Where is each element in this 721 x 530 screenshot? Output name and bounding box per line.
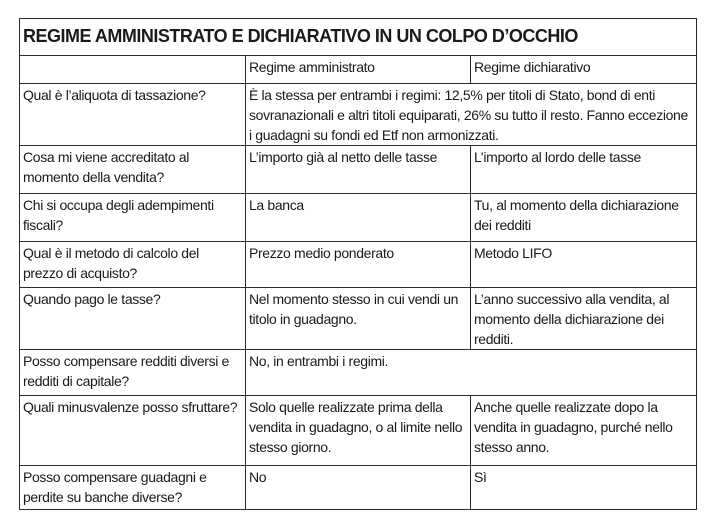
- answer-both-cell: È la stessa per entrambi i regimi: 12,5% per titoli di Stato, bond di enti sovranazionali e altri titoli equiparati, 26% su tutto il resto. Fanno eccezione i guadagni su fondi ed Etf non armonizzati.: [246, 84, 697, 146]
- table-row: [20, 146, 697, 194]
- amministrato-cell: Solo quelle realizzate prima della vendita in guadagno, o al limite nello stesso giorno.: [246, 396, 471, 466]
- comparison-table: [19, 18, 697, 510]
- answer-both-cell: No, in entrambi i regimi.: [246, 350, 697, 396]
- table-row: [20, 194, 697, 242]
- table-row: [20, 242, 697, 288]
- question-cell: Qual è il metodo di calcolo del prezzo di acquisto?: [20, 242, 246, 288]
- question-cell: Quando pago le tasse?: [20, 288, 246, 350]
- dichiarativo-cell: Anche quelle realizzate dopo la vendita in guadagno, purché nello stesso anno.: [471, 396, 697, 466]
- header-row: [20, 56, 697, 84]
- header-dichiarativo: Regime dichiarativo: [471, 56, 697, 84]
- question-cell: Quali minusvalenze posso sfruttare?: [20, 396, 246, 466]
- dichiarativo-cell: L’anno successivo alla vendita, al momento della dichiarazione dei redditi.: [471, 288, 697, 350]
- question-cell: Chi si occupa degli adempimenti fiscali?: [20, 194, 246, 242]
- amministrato-cell: La banca: [246, 194, 471, 242]
- question-cell: Posso compensare redditi diversi e redditi di capitale?: [20, 350, 246, 396]
- table-row: [20, 350, 697, 396]
- dichiarativo-cell: Sì: [471, 466, 697, 510]
- amministrato-cell: L’importo già al netto delle tasse: [246, 146, 471, 194]
- table-row: [20, 84, 697, 146]
- dichiarativo-cell: Metodo LIFO: [471, 242, 697, 288]
- question-cell: Posso compensare guadagni e perdite su banche diverse?: [20, 466, 246, 510]
- question-cell: Qual è l’aliquota di tassazione?: [20, 84, 246, 146]
- table-row: [20, 396, 697, 466]
- dichiarativo-cell: L’importo al lordo delle tasse: [471, 146, 697, 194]
- header-empty: [20, 56, 246, 84]
- title-row: [20, 19, 697, 56]
- table-title: REGIME AMMINISTRATO E DICHIARATIVO IN UN COLPO D’OCCHIO: [20, 19, 697, 56]
- question-cell: Cosa mi viene accreditato al momento della vendita?: [20, 146, 246, 194]
- dichiarativo-cell: Tu, al momento della dichiarazione dei redditi: [471, 194, 697, 242]
- amministrato-cell: Prezzo medio ponderato: [246, 242, 471, 288]
- header-amministrato: Regime amministrato: [246, 56, 471, 84]
- comparison-table-container: [19, 18, 696, 510]
- table-row: [20, 466, 697, 510]
- amministrato-cell: No: [246, 466, 471, 510]
- amministrato-cell: Nel momento stesso in cui vendi un titolo in guadagno.: [246, 288, 471, 350]
- table-row: [20, 288, 697, 350]
